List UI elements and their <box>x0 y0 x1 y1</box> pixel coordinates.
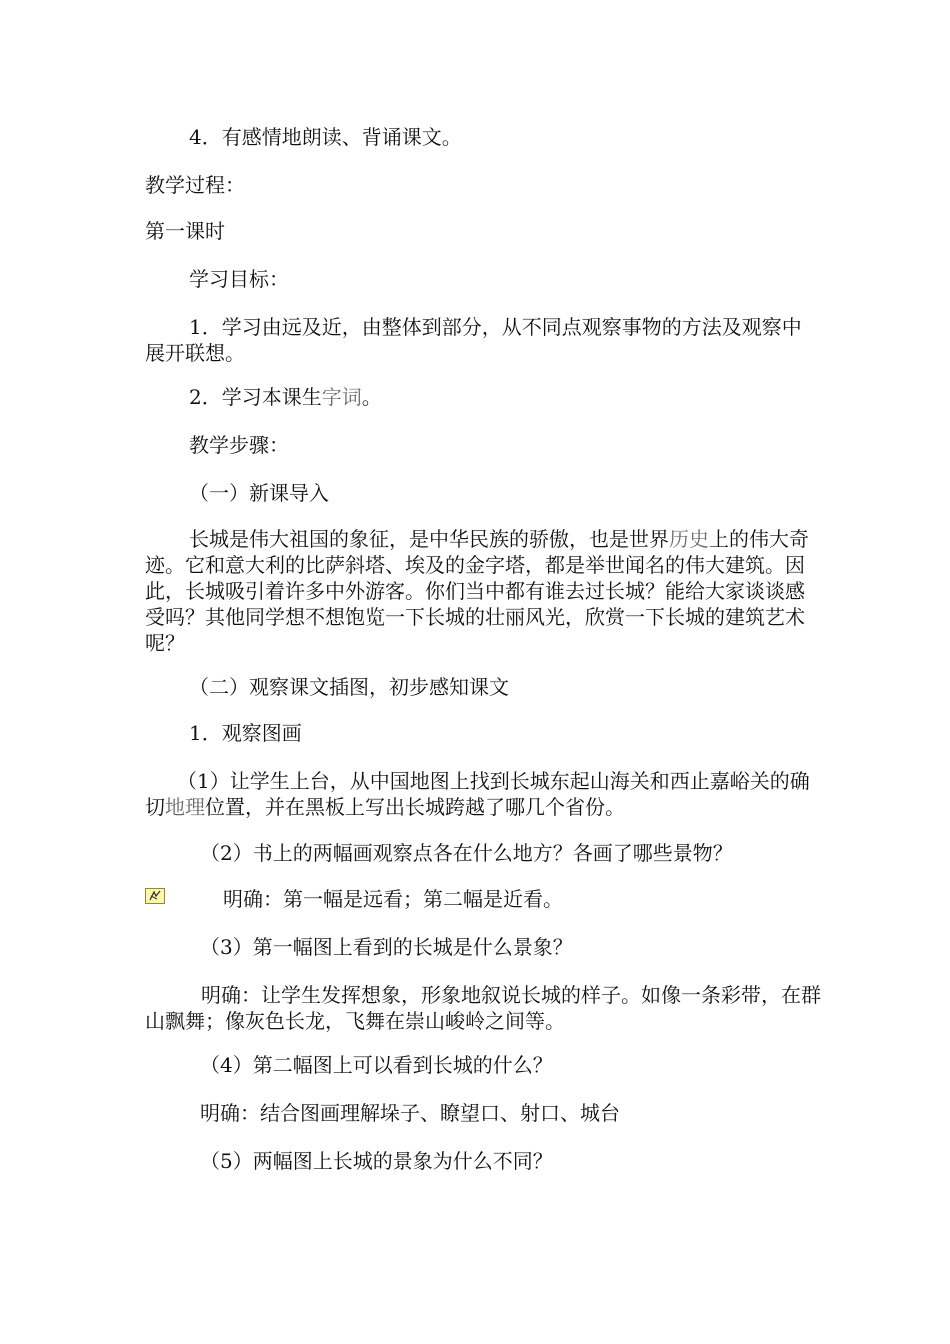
answer-3-text: 明确：让学生发挥想象，形象地叙说长城的样子。如像一条彩带，在群山飘舞；像灰色长龙，飞舞在崇山峻岭之间等。 <box>145 983 821 1033</box>
teaching-steps-heading: 教学步骤： <box>189 433 289 457</box>
question-3: （3）第一幅图上看到的长城是什么景象？ <box>200 935 573 959</box>
geography-link[interactable]: 地理 <box>165 795 205 819</box>
section-2-heading: （二）观察课文插图，初步感知课文 <box>189 675 509 699</box>
answer-3 <box>145 982 835 1034</box>
intro-text-a: 长城是伟大祖国的象征，是中华民族的骄傲，也是世界 <box>189 527 669 551</box>
objective-4: 4．有感情地朗读、背诵课文。 <box>189 125 462 149</box>
first-lesson-heading: 第一课时 <box>145 219 225 243</box>
goal-2-text: 2．学习本课生 <box>189 385 322 409</box>
question-4: （4）第二幅图上可以看到长城的什么？ <box>200 1053 553 1077</box>
section-1-heading: （一）新课导入 <box>189 481 329 505</box>
note-glyph-icon <box>148 890 162 902</box>
question-1 <box>145 768 815 820</box>
question-2: （2）书上的两幅画观察点各在什么地方？各画了哪些景物？ <box>200 841 733 865</box>
answer-2: 明确：第一幅是远看；第二幅是近看。 <box>223 887 563 911</box>
goal-1 <box>145 314 815 366</box>
learning-goals-heading: 学习目标： <box>189 267 289 291</box>
goal-1-text: 1．学习由远及近，由整体到部分，从不同点观察事物的方法及观察中展开联想。 <box>145 315 802 365</box>
question-1-text-a: （1）让学生上台，从中国地图上找到长城东起山海关和西止嘉峪关的确切 <box>145 769 810 819</box>
teaching-process-heading: 教学过程： <box>145 173 245 197</box>
goal-2-end: 。 <box>361 385 382 409</box>
observe-pictures-heading: 1．观察图画 <box>189 721 302 745</box>
question-1-text-b: 位置，并在黑板上写出长城跨越了哪几个省份。 <box>205 795 625 819</box>
goal-2 <box>189 384 382 410</box>
intro-text-b: 上的伟大奇迹。它和意大利的比萨斜塔、埃及的金字塔，都是举世闻名的伟大建筑。因此，长城吸引着许多中外游客。你们当中都有谁去过长城？能给大家谈谈感受吗？其他同学想不想饱览一下长城的壮丽风光，欣赏一下长城的建筑艺术呢？ <box>145 527 809 655</box>
question-5: （5）两幅图上长城的景象为什么不同？ <box>200 1149 553 1173</box>
intro-paragraph <box>145 526 815 656</box>
comment-note-icon[interactable] <box>145 888 165 904</box>
goal-2-link[interactable]: 字词 <box>321 385 362 409</box>
history-link[interactable]: 历史 <box>669 527 709 551</box>
answer-4: 明确：结合图画理解垛子、瞭望口、射口、城台 <box>200 1101 620 1125</box>
